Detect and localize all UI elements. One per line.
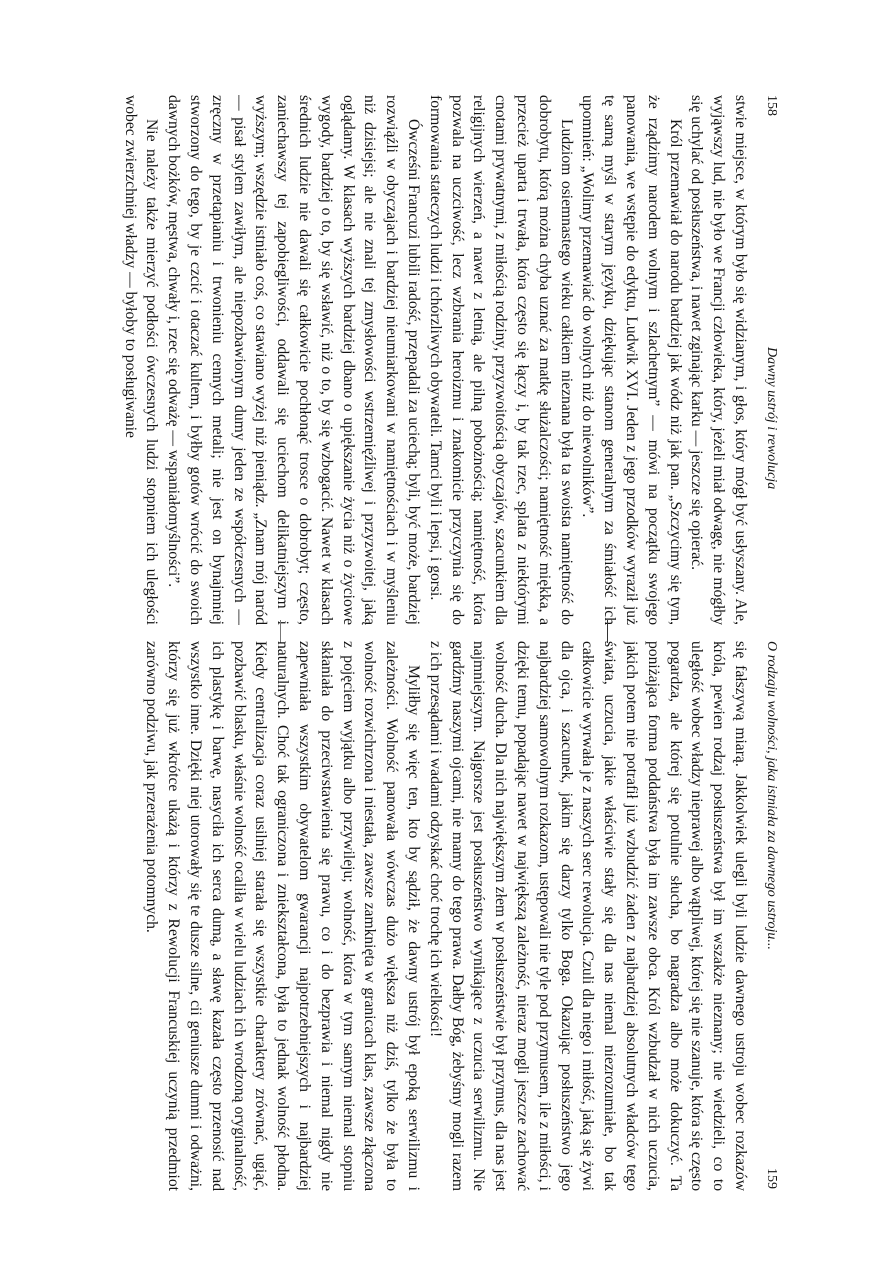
- left-page-body: [61, 95, 751, 625]
- running-head: Dawny ustrój i rewolucja: [764, 347, 779, 490]
- gutter-divider: [280, 620, 281, 643]
- right-page-body: [61, 641, 751, 1191]
- paragraph: stwie miejsce, w którym było się widzianym, i głos, który mógł być usłyszany. Ale, wyjąwszy lud, nie było we Francji człowieka, który, jeżeli miał odwagę, nie mógłby się uchylać od posłuszeństwa, i nawet zginając karku — jeszcze się opierać.: [688, 95, 749, 625]
- paragraph: Ówcześni Francuzi lubili radość, przepadali za uciechą; byli, być może, bardziej rozwiąźli w obyczajach i bardziej nieumiarkowani w namiętnościach i w myśleniu niż dzisiejsi; ale nie znali tej zmysłowości wstrzemięźliwej i przyzwoitej, jaką oglądamy. W klasach wyższych bardziej dbano o upiększanie życia niż o życiowe wygody, bardziej o to, by się wsławić, niż o to, by się wzbogacić. Nawet w klasach średnich ludzie nie dawali się całkowicie pochłonąć trosce o dobrobyt; często, zaniechawszy tej zapobiegliwości, oddawali się uciechom delikatniejszym i wyższym; wszędzie istniało coś, co stawiano wyżej niż pieniądz. „Znam mój naród — pisał stylem zawiłym, ale niepozbawionym dumy jeden ze współczesnych — zręczny w przetapianiu i trwonieniu cennych metali; nie jest on bynajmniej stworzony do tego, by je czcić i otaczać kultem, i byłby gotów wrócić do swoich dawnych bożków, męstwa, chwały i, rzec się odważę — wspaniałomyślności”.: [165, 95, 423, 625]
- paragraph: się fałszywą miarą. Jakkolwiek ulegli byli ludzie dawnego ustroju wobec rozkazów króla, pewien rodzaj posłuszeństwa był im wszakże nieznany; nie wiedzieli, co to uległość wobec władzy nieprawej albo wątpliwej, której się nie szanuje, która się często pogardza, ale której się potulnie słucha, bo nagradza albo może dokuczyć. Ta poniżająca forma poddaństwa była im zawsze obca. Król wzbudzał w nich uczucia, jakich potem nie potrafił już wzbudzić żaden z najbardziej absolutnych władców tego świata, uczucia, jakie właściwie stały się dla nas niemal niezrozumiałe, bo tak całkowicie wyrwała je z naszych serc rewolucja. Czuli dla niego i miłość, jaką się żywi dla ojca, i szacunek, jakim się darzy tylko Boga. Okazując posłuszeństwo jego najbardziej samowolnym rozkazom, ustępowali nie tyle pod przymusem, ile z miłości, i dzięki temu, popadając nawet w największą zależność, nieraz mogli jeszcze zachować wolność ducha. Dla nich największym złem w posłuszeństwie był przymus, dla nas jest najmniejszym. Najgorsze jest posłuszeństwo wynikające z uczucia serwilizmu. Nie gardźmy naszymi ojcami, nie mamy do tego prawa. Dałby Bóg, żebyśmy mogli razem z ich przesądami i wadami odzyskać choć trochę ich wielkości!: [426, 641, 749, 1191]
- book-gutter: [0, 620, 893, 643]
- paragraph: Król przemawiał do narodu bardziej jak wódz niż jak pan. „Szczycimy się tym, że rządzimy narodem wolnym i szlachetnym” — mówi na początku swojego panowania, we wstępie do edyktu, Ludwik XVI. Jeden z jego przodków wyraził już tę samą myśl w starym języku, dziękując stanom generalnym za śmiałość ich upomnień: „Wolimy przemawiać do wolnych niż do niewolników”.: [579, 95, 684, 625]
- right-page-header: [761, 641, 781, 1189]
- left-page: [0, 0, 893, 625]
- left-page-header: [761, 95, 781, 655]
- right-page: [0, 643, 893, 1263]
- running-head: O rodzaju wolności, jaka istniała za dawnego ustroju...: [764, 641, 779, 950]
- paragraph: Ludziom osiemnastego wieku całkiem nieznana była ta swoista namiętność do dobrobytu, którą można chyba uznać za matkę służalczości; namiętność miękka, a przecież uparta i trwała, która często się łączy i, by tak rzec, splata z niektórymi cnotami prywatnymi, z miłością rodziny, przyzwoitością obyczajów, szacunkiem dla religijnych wierzeń, a nawet z letnią, ale pilną pobożnością; namiętność, która pozwala na uczciwość, lecz wzbrania heroizmu i znakomicie przyczynia się do formowania stateczych ludzi i tchórzliwych obywateli. Tamci byli i lepsi, i gorsi.: [426, 95, 575, 625]
- gutter-divider: [607, 620, 608, 643]
- page-number: 159: [764, 1168, 779, 1189]
- paragraph: Nie należy także mierzyć podłości ówczesnych ludzi stopniem ich uległości wobec zwierzchniej władzy — byłoby to posługiwanie: [121, 95, 161, 625]
- page-number: 158: [764, 95, 779, 116]
- paragraph: Myliłby się więc ten, kto by sądził, że dawny ustrój był epoką serwilizmu i zależności. Wolność panowała wówczas dużo większa niż dziś, tylko że była to wolność rozwichrzona i niestała, zawsze zamknięta w granicach klas, zawsze złączona z pojęciem wyjątku albo przywileju; wolność, która w tym samym niemal stopniu skłaniała do przeciwstawienia się prawu, co i do bezprawia i niemal nigdy nie zapewniała wszystkim obywatelom gwarancji najpotrzebniejszych i najbardziej naturalnych. Choć tak ograniczona i zniekształcona, była to jednak wolność płodna. Kiedy centralizacja coraz usilniej starała się wszystkie charaktery zrównać, ugiąć, pozbawić blasku, właśnie wolność ocaliła w wielu ludziach ich wrodzoną oryginalność, ich plastykę i barwę, nasyciła ich serca dumą, a sławę kazała często przenosić nad wszystko inne. Dzięki niej utorowały się te dusze silne, cii geniusze dumni i odważni, którzy się już wkrótce ukażą i którzy z Rewolucji Francuskiej uczynią przedmiot zarówno podziwu, jak przerażenia potomnych.: [143, 641, 423, 1191]
